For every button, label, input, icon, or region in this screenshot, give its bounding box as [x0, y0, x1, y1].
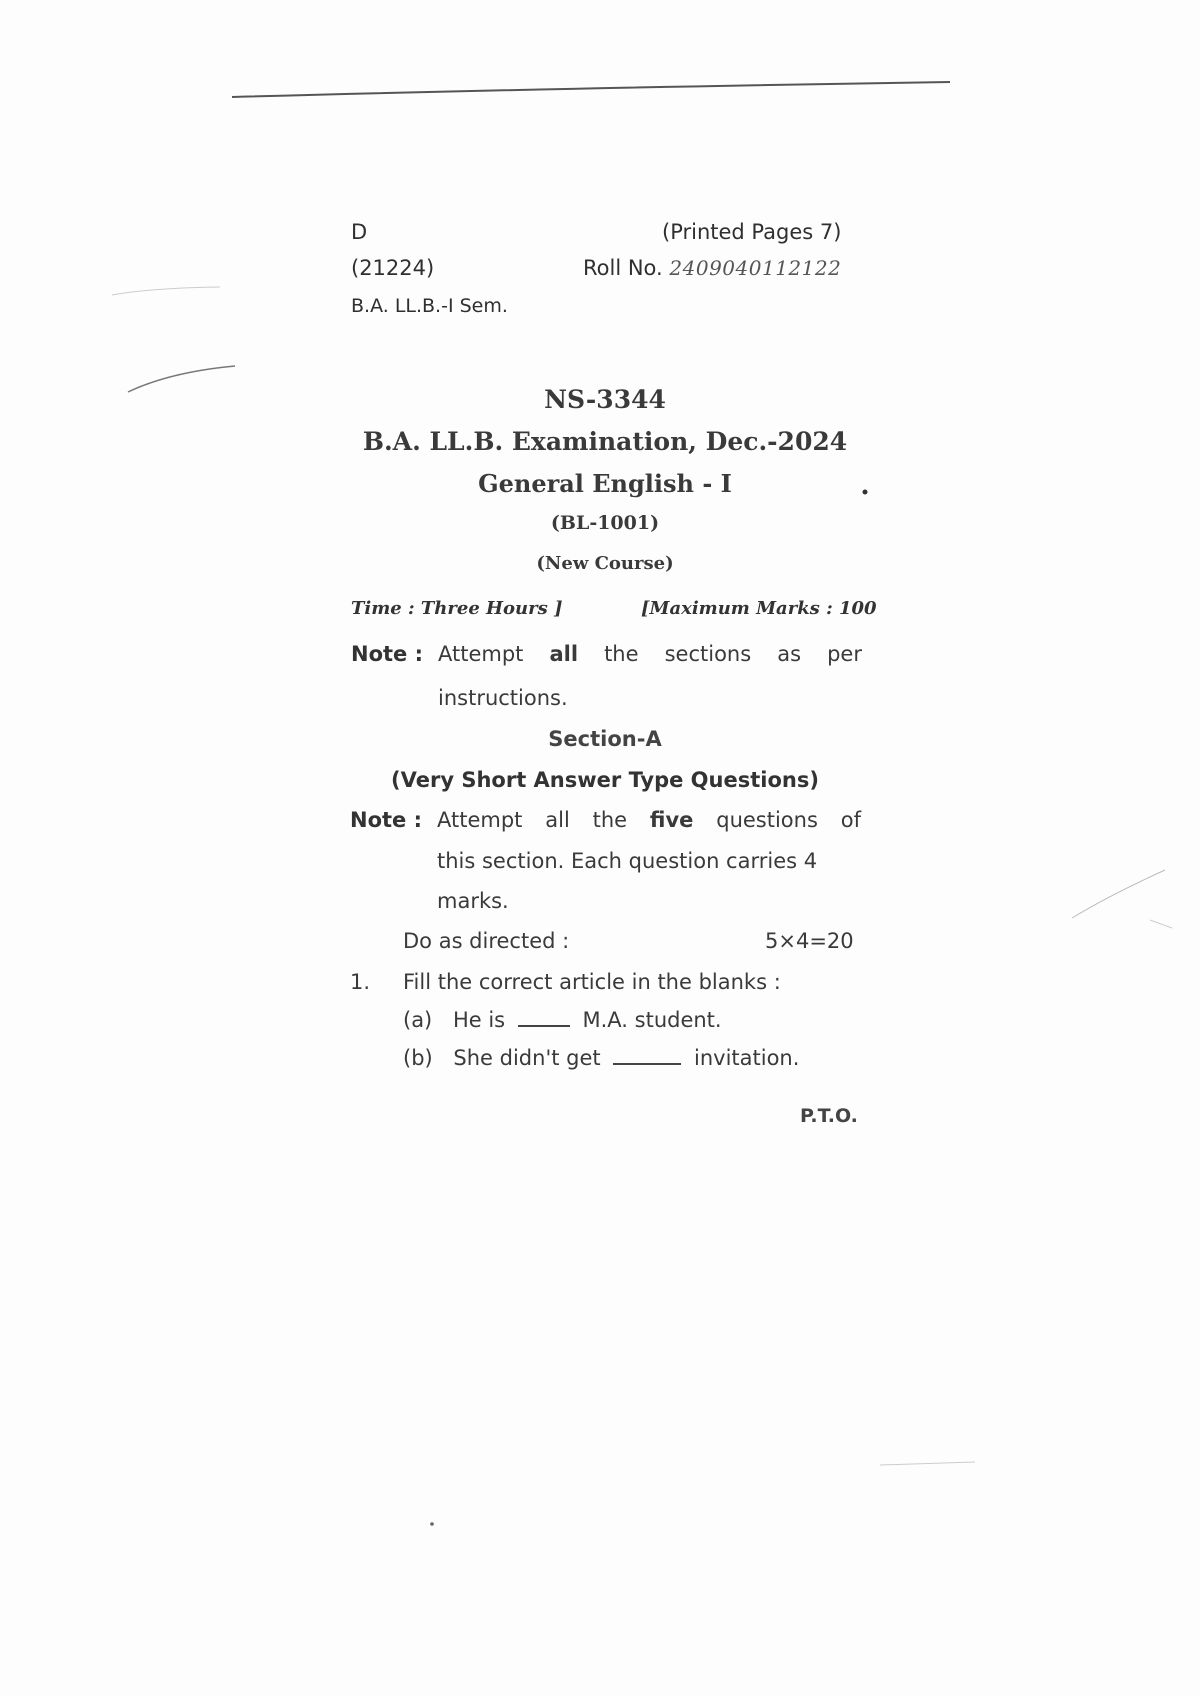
section-note-line-3: marks. [437, 889, 509, 913]
part-text-before: She didn't get [453, 1046, 601, 1070]
paper-code: NS-3344 [544, 385, 666, 414]
section-heading: Section-A [548, 727, 662, 751]
section-subheading: (Very Short Answer Type Questions) [391, 768, 819, 792]
note-word: Attempt [437, 808, 523, 832]
answer-blank [518, 1024, 570, 1027]
note-word: sections [664, 642, 752, 666]
note-word: the [592, 808, 628, 832]
note-word: five [649, 808, 694, 832]
question-number: 1. [350, 970, 371, 994]
part-label: (b) [403, 1046, 433, 1070]
note-word: per [827, 642, 862, 666]
pto-label: P.T.O. [800, 1105, 858, 1127]
note-line-1 [438, 642, 862, 666]
section-note-line-1 [437, 808, 861, 832]
paper-number: (21224) [351, 256, 435, 280]
note-word: as [777, 642, 802, 666]
roll-label: Roll No. [583, 256, 663, 280]
note-line-2: instructions. [438, 686, 568, 710]
programme: B.A. LL.B.-I Sem. [351, 295, 508, 317]
part-text-after: M.A. student. [582, 1008, 722, 1032]
note-word: questions [716, 808, 818, 832]
section-note-line-2: this section. Each question carries 4 [437, 849, 818, 873]
printed-pages: (Printed Pages 7) [662, 220, 842, 244]
question-part-b [403, 1046, 799, 1070]
time-allowed: Time : Three Hours ] [351, 598, 563, 619]
part-label: (a) [403, 1008, 433, 1032]
maximum-marks: [Maximum Marks : 100 [641, 598, 877, 619]
part-text-after: invitation. [694, 1046, 800, 1070]
course-code: (BL-1001) [550, 512, 660, 534]
course-type: (New Course) [536, 553, 674, 574]
exam-title: B.A. LL.B. Examination, Dec.-2024 [362, 427, 848, 456]
question-part-a [403, 1008, 722, 1032]
answer-blank [613, 1062, 681, 1065]
note-label: Note : [351, 642, 423, 666]
note-word: of [840, 808, 861, 832]
note-word: the [604, 642, 639, 666]
note-word: all [549, 642, 579, 666]
note-word: Attempt [438, 642, 524, 666]
section-note-label: Note : [350, 808, 422, 832]
roll-value: 2409040112122 [669, 256, 842, 280]
series-code: D [351, 220, 368, 244]
section-marks: 5×4=20 [765, 929, 854, 953]
note-word: all [545, 808, 570, 832]
question-text: Fill the correct article in the blanks : [403, 970, 781, 994]
roll-number [583, 256, 841, 280]
subject-title: General English - I [478, 469, 732, 498]
part-text-before: He is [452, 1008, 506, 1032]
directive: Do as directed : [403, 929, 570, 953]
